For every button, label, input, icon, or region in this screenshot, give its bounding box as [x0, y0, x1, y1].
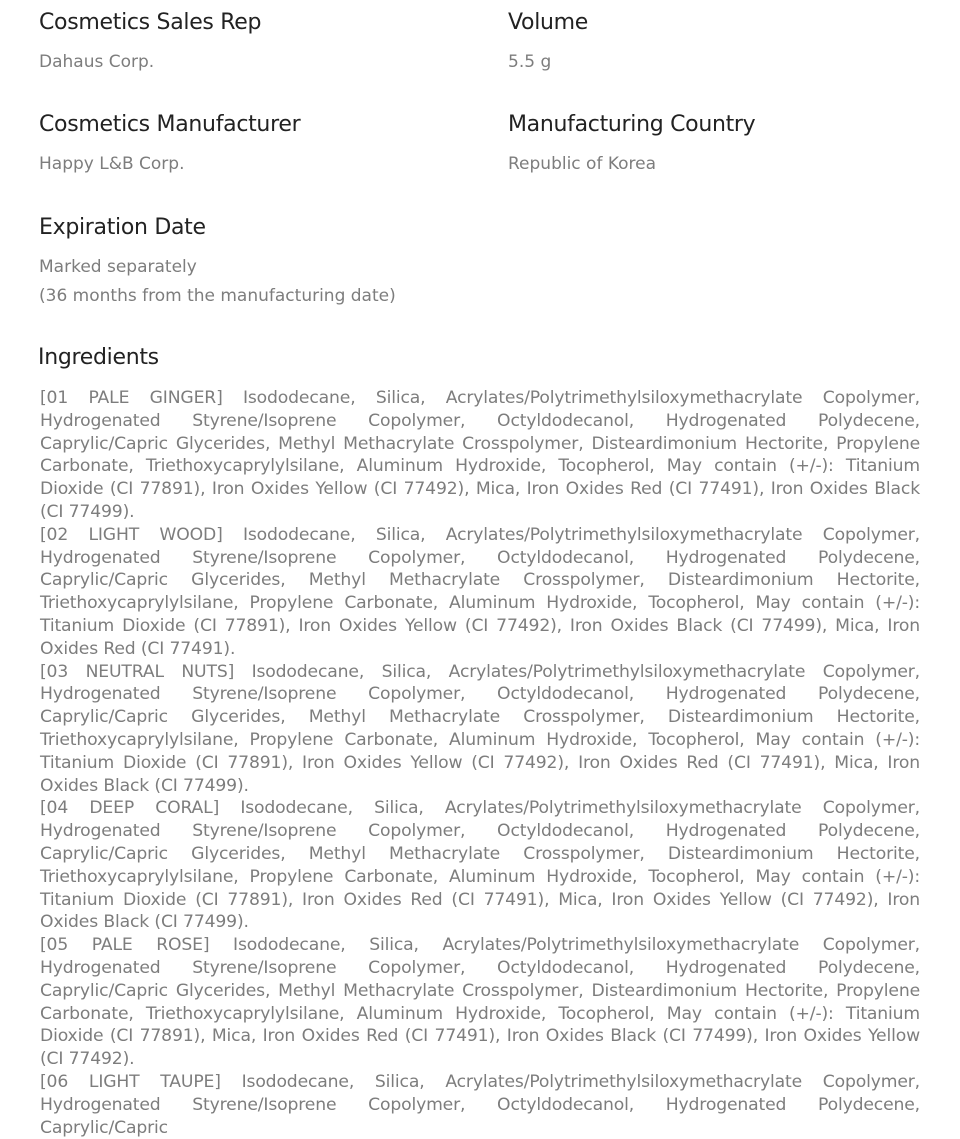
- manufacturer-value: Happy L&B Corp.: [39, 154, 185, 174]
- manufacturer-block: [39, 111, 300, 179]
- ingredient-item-04: [04 DEEP CORAL] Isododecane, Silica, Acrylates/Polytrimethylsiloxymethacrylate Copolymer, Hydrogenated Styrene/Isoprene Copolymer, Octyldodecanol, Hydrogenated Polydecene, Caprylic/Capric Glycerides, Methyl Methacrylate Crosspolymer, Disteardimonium Hectorite, Triethoxycaprylylsilane, Propylene Carbonate, Aluminum Hydroxide, Tocopherol, May contain (+/-): Titanium Dioxide (CI 77891), Iron Oxides Red (CI 77491), Mica, Iron Oxides Yellow (CI 77492), Iron Oxides Black (CI 77499).: [40, 798, 920, 933]
- ingredients-list: [40, 387, 920, 1139]
- country-value: Republic of Korea: [508, 154, 657, 174]
- expiration-block: [39, 214, 396, 311]
- ingredient-item-05: [05 PALE ROSE] Isododecane, Silica, Acrylates/Polytrimethylsiloxymethacrylate Copolymer, Hydrogenated Styrene/Isoprene Copolymer, Octyldodecanol, Hydrogenated Polydecene, Caprylic/Capric Glycerides, Methyl Methacrylate Crosspolymer, Disteardimonium Hectorite, Propylene Carbonate, Triethoxycaprylylsilane, Aluminum Hydroxide, Tocopherol, May contain (+/-): Titanium Dioxide (CI 77891), Mica, Iron Oxides Red (CI 77491), Iron Oxides Black (CI 77499), Iron Oxides Yellow (CI 77492).: [40, 935, 920, 1070]
- ingredient-item-06: [06 LIGHT TAUPE] Isododecane, Silica, Acrylates/Polytrimethylsiloxymethacrylate Copolymer, Hydrogenated Styrene/Isoprene Copolymer, Octyldodecanol, Hydrogenated Polydecene, Caprylic/Capric: [40, 1071, 920, 1138]
- manufacturer-label: Cosmetics Manufacturer: [39, 112, 301, 137]
- country-block: [508, 111, 755, 179]
- ingredients-title: Ingredients: [38, 345, 159, 370]
- volume-block: [508, 9, 588, 77]
- expiration-value-line-2: (36 months from the manufacturing date): [39, 286, 396, 306]
- ingredient-item-02: [02 LIGHT WOOD] Isododecane, Silica, Acrylates/Polytrimethylsiloxymethacrylate Copolymer, Hydrogenated Styrene/Isoprene Copolymer, Octyldodecanol, Hydrogenated Polydecene, Caprylic/Capric Glycerides, Methyl Methacrylate Crosspolymer, Disteardimonium Hectorite, Triethoxycaprylylsilane, Propylene Carbonate, Aluminum Hydroxide, Tocopherol, May contain (+/-): Titanium Dioxide (CI 77891), Iron Oxides Yellow (CI 77492), Iron Oxides Black (CI 77499), Mica, Iron Oxides Red (CI 77491).: [40, 524, 920, 659]
- sales-rep-label: Cosmetics Sales Rep: [39, 10, 262, 35]
- country-label: Manufacturing Country: [508, 112, 756, 137]
- expiration-label: Expiration Date: [39, 215, 206, 240]
- expiration-value-line-1: Marked separately: [39, 257, 197, 277]
- volume-value: 5.5 g: [508, 52, 552, 72]
- sales-rep-block: [39, 9, 261, 77]
- sales-rep-value: Dahaus Corp.: [39, 52, 155, 72]
- expiration-value: [39, 253, 396, 311]
- ingredient-item-03: [03 NEUTRAL NUTS] Isododecane, Silica, Acrylates/Polytrimethylsiloxymethacrylate Copolymer, Hydrogenated Styrene/Isoprene Copolymer, Octyldodecanol, Hydrogenated Polydecene, Caprylic/Capric Glycerides, Methyl Methacrylate Crosspolymer, Disteardimonium Hectorite, Triethoxycaprylylsilane, Propylene Carbonate, Aluminum Hydroxide, Tocopherol, May contain (+/-): Titanium Dioxide (CI 77891), Iron Oxides Yellow (CI 77492), Iron Oxides Red (CI 77491), Mica, Iron Oxides Black (CI 77499).: [40, 661, 920, 796]
- volume-label: Volume: [508, 10, 589, 35]
- ingredient-item-01: [01 PALE GINGER] Isododecane, Silica, Acrylates/Polytrimethylsiloxymethacrylate Copolymer, Hydrogenated Styrene/Isoprene Copolymer, Octyldodecanol, Hydrogenated Polydecene, Caprylic/Capric Glycerides, Methyl Methacrylate Crosspolymer, Disteardimonium Hectorite, Propylene Carbonate, Triethoxycaprylylsilane, Aluminum Hydroxide, Tocopherol, May contain (+/-): Titanium Dioxide (CI 77891), Iron Oxides Yellow (CI 77492), Mica, Iron Oxides Red (CI 77491), Iron Oxides Black (CI 77499).: [40, 388, 920, 522]
